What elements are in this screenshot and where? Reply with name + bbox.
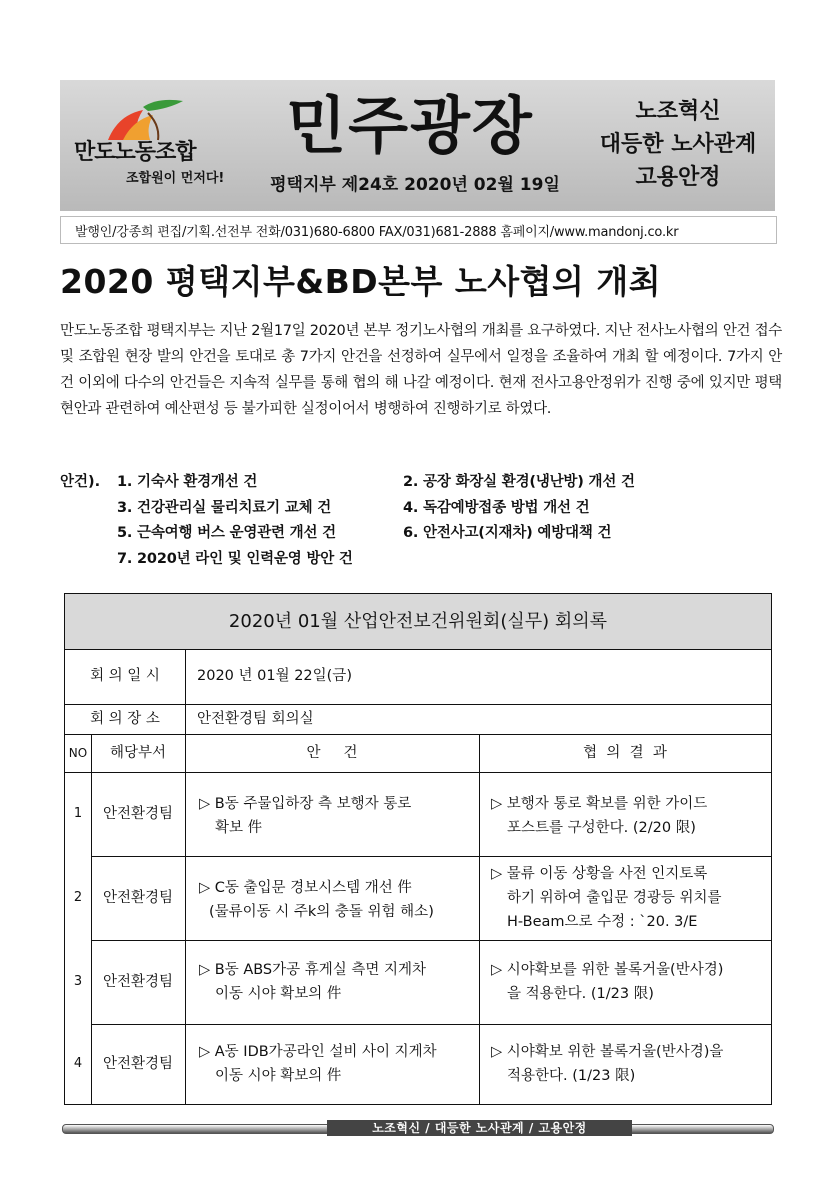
row-result: [491, 1040, 771, 1088]
issue-info: 평택지부 제24호 2020년 02월 19일: [270, 175, 560, 195]
agenda-item: 5. 근속여행 버스 운영관련 개선 건: [117, 525, 336, 541]
row-agenda: [199, 876, 479, 924]
agenda-line: 확보 件: [215, 820, 263, 836]
footer-slogan: 노조혁신 / 대등한 노사관계 / 고용안정: [327, 1120, 632, 1136]
header-dept: 해당부서: [109, 745, 167, 761]
result-line: H-Beam으로 수정 : `20. 3/E: [507, 914, 698, 930]
minutes-title: 2020년 01월 산업안전보건위원회(실무) 회의록: [65, 594, 771, 650]
result-line: ▷ 시야확보 위한 볼록거울(반사경)을: [491, 1044, 724, 1060]
row-result: [491, 958, 771, 1006]
row-no: 1: [73, 806, 83, 821]
footer: [62, 1120, 774, 1136]
slogan-1: 노조혁신: [635, 99, 721, 124]
slogan-2: 대등한 노사관계: [599, 132, 757, 157]
row-no: 3: [73, 974, 83, 989]
slogan-3: 고용안정: [635, 165, 721, 190]
agenda-label: 안건).: [60, 474, 101, 490]
agenda-line: ▷ B동 ABS가공 휴게실 측면 지게차: [199, 962, 427, 978]
header-result: 협 의 결 과: [583, 745, 667, 761]
agenda-line: (물류이동 시 주k의 충돌 위험 해소): [209, 904, 434, 920]
col-divider: [479, 734, 480, 1104]
row-dept: 안전환경팀: [102, 974, 174, 990]
place-label: 회 의 장 소: [90, 711, 160, 727]
agenda-item: 3. 건강관리실 물리치료기 교체 건: [117, 500, 332, 516]
publisher-bar: [60, 216, 777, 244]
row-result: [491, 792, 771, 840]
agenda-line: 이동 시야 확보의 件: [215, 986, 342, 1002]
date-value: 2020 년 01월 22일(금): [197, 668, 352, 684]
row-dept: 안전환경팀: [102, 1056, 174, 1072]
row-agenda: [199, 792, 479, 840]
agenda-line: 이동 시야 확보의 件: [215, 1068, 342, 1084]
row-result: [491, 862, 771, 934]
footer-bar-right: [627, 1124, 774, 1134]
agenda-item: 6. 안전사고(지재차) 예방대책 건: [403, 525, 612, 541]
row-agenda: [199, 1040, 479, 1088]
union-name: 만도노동조합: [74, 139, 196, 165]
row-divider: [91, 1024, 771, 1025]
result-line: 하기 위하여 출입문 경광등 위치를: [507, 890, 722, 906]
agenda-line: ▷ A동 IDB가공라인 설비 사이 지게차: [199, 1044, 437, 1060]
article-body: 만도노동조합 평택지부는 지난 2월17일 2020년 본부 정기노사협의 개최를 요구하였다. 지난 전사노사협의 안건 접수 및 조합원 현장 발의 안건을 토대로 총 7가지 안건을 선정하여 실무에서 일정을 조율하여 개최 할 예정이다. 7가지 안건 이외에 다수의 안건들은 지속적 실무를 통해 협의 해 나갈 예정이다. 현재 전사고용안정위가 진행 중에 있지만 평택 현안과 관련하여 예산편성 등 불가피한 실정이어서 병행하여 진행하기로 하였다.: [60, 323, 782, 417]
union-logo: [68, 95, 238, 195]
agenda-item: 4. 독감예방접종 방법 개선 건: [403, 500, 590, 516]
footer-bar-left: [62, 1124, 334, 1134]
newsletter-title: 민주광장: [286, 89, 534, 162]
result-line: ▷ 보행자 통로 확보를 위한 가이드: [491, 796, 708, 812]
row-divider: [91, 940, 771, 941]
header-no: NO: [68, 746, 88, 760]
date-label: 회 의 일 시: [90, 668, 160, 684]
row-dept: 안전환경팀: [102, 890, 174, 906]
slogan-box: [583, 95, 773, 198]
result-line: ▷ 시야확보를 위한 볼록거울(반사경): [491, 962, 724, 978]
result-line: 적용한다. (1/23 限): [507, 1068, 636, 1084]
col-divider: [185, 734, 186, 1104]
agenda-item: 7. 2020년 라인 및 인력운영 방안 건: [117, 551, 353, 567]
agenda-item: 1. 기숙사 환경개선 건: [117, 474, 258, 490]
result-line: 포스트를 구성한다. (2/20 限): [507, 820, 696, 836]
minutes-table: [64, 593, 772, 1105]
row-dept: 안전환경팀: [102, 806, 174, 822]
publisher-info: 발행인/강종희 편집/기획.선전부 전화/031)680-6800 FAX/031)681-2888 홈페이지/www.mandonj.co.kr: [75, 225, 679, 240]
union-motto: 조합원이 먼저다!: [126, 171, 225, 186]
row-no: 2: [73, 890, 83, 905]
col-divider: [185, 649, 186, 734]
row-agenda: [199, 958, 479, 1006]
agenda-item: 2. 공장 화장실 환경(냉난방) 개선 건: [403, 474, 635, 490]
agenda-line: ▷ C동 출입문 경보시스템 개선 件: [199, 880, 412, 896]
result-line: 을 적용한다. (1/23 限): [507, 986, 654, 1002]
row-divider: [91, 856, 771, 857]
result-line: ▷ 물류 이동 상황을 사전 인지토록: [491, 866, 708, 882]
headline: 2020 평택지부&BD본부 노사협의 개최: [60, 262, 662, 301]
agenda-line: ▷ B동 주물입하장 측 보행자 통로: [199, 796, 412, 812]
row-no: 4: [73, 1056, 83, 1071]
header-agenda: 안 건: [306, 745, 358, 761]
place-value: 안전환경팀 회의실: [197, 711, 314, 727]
